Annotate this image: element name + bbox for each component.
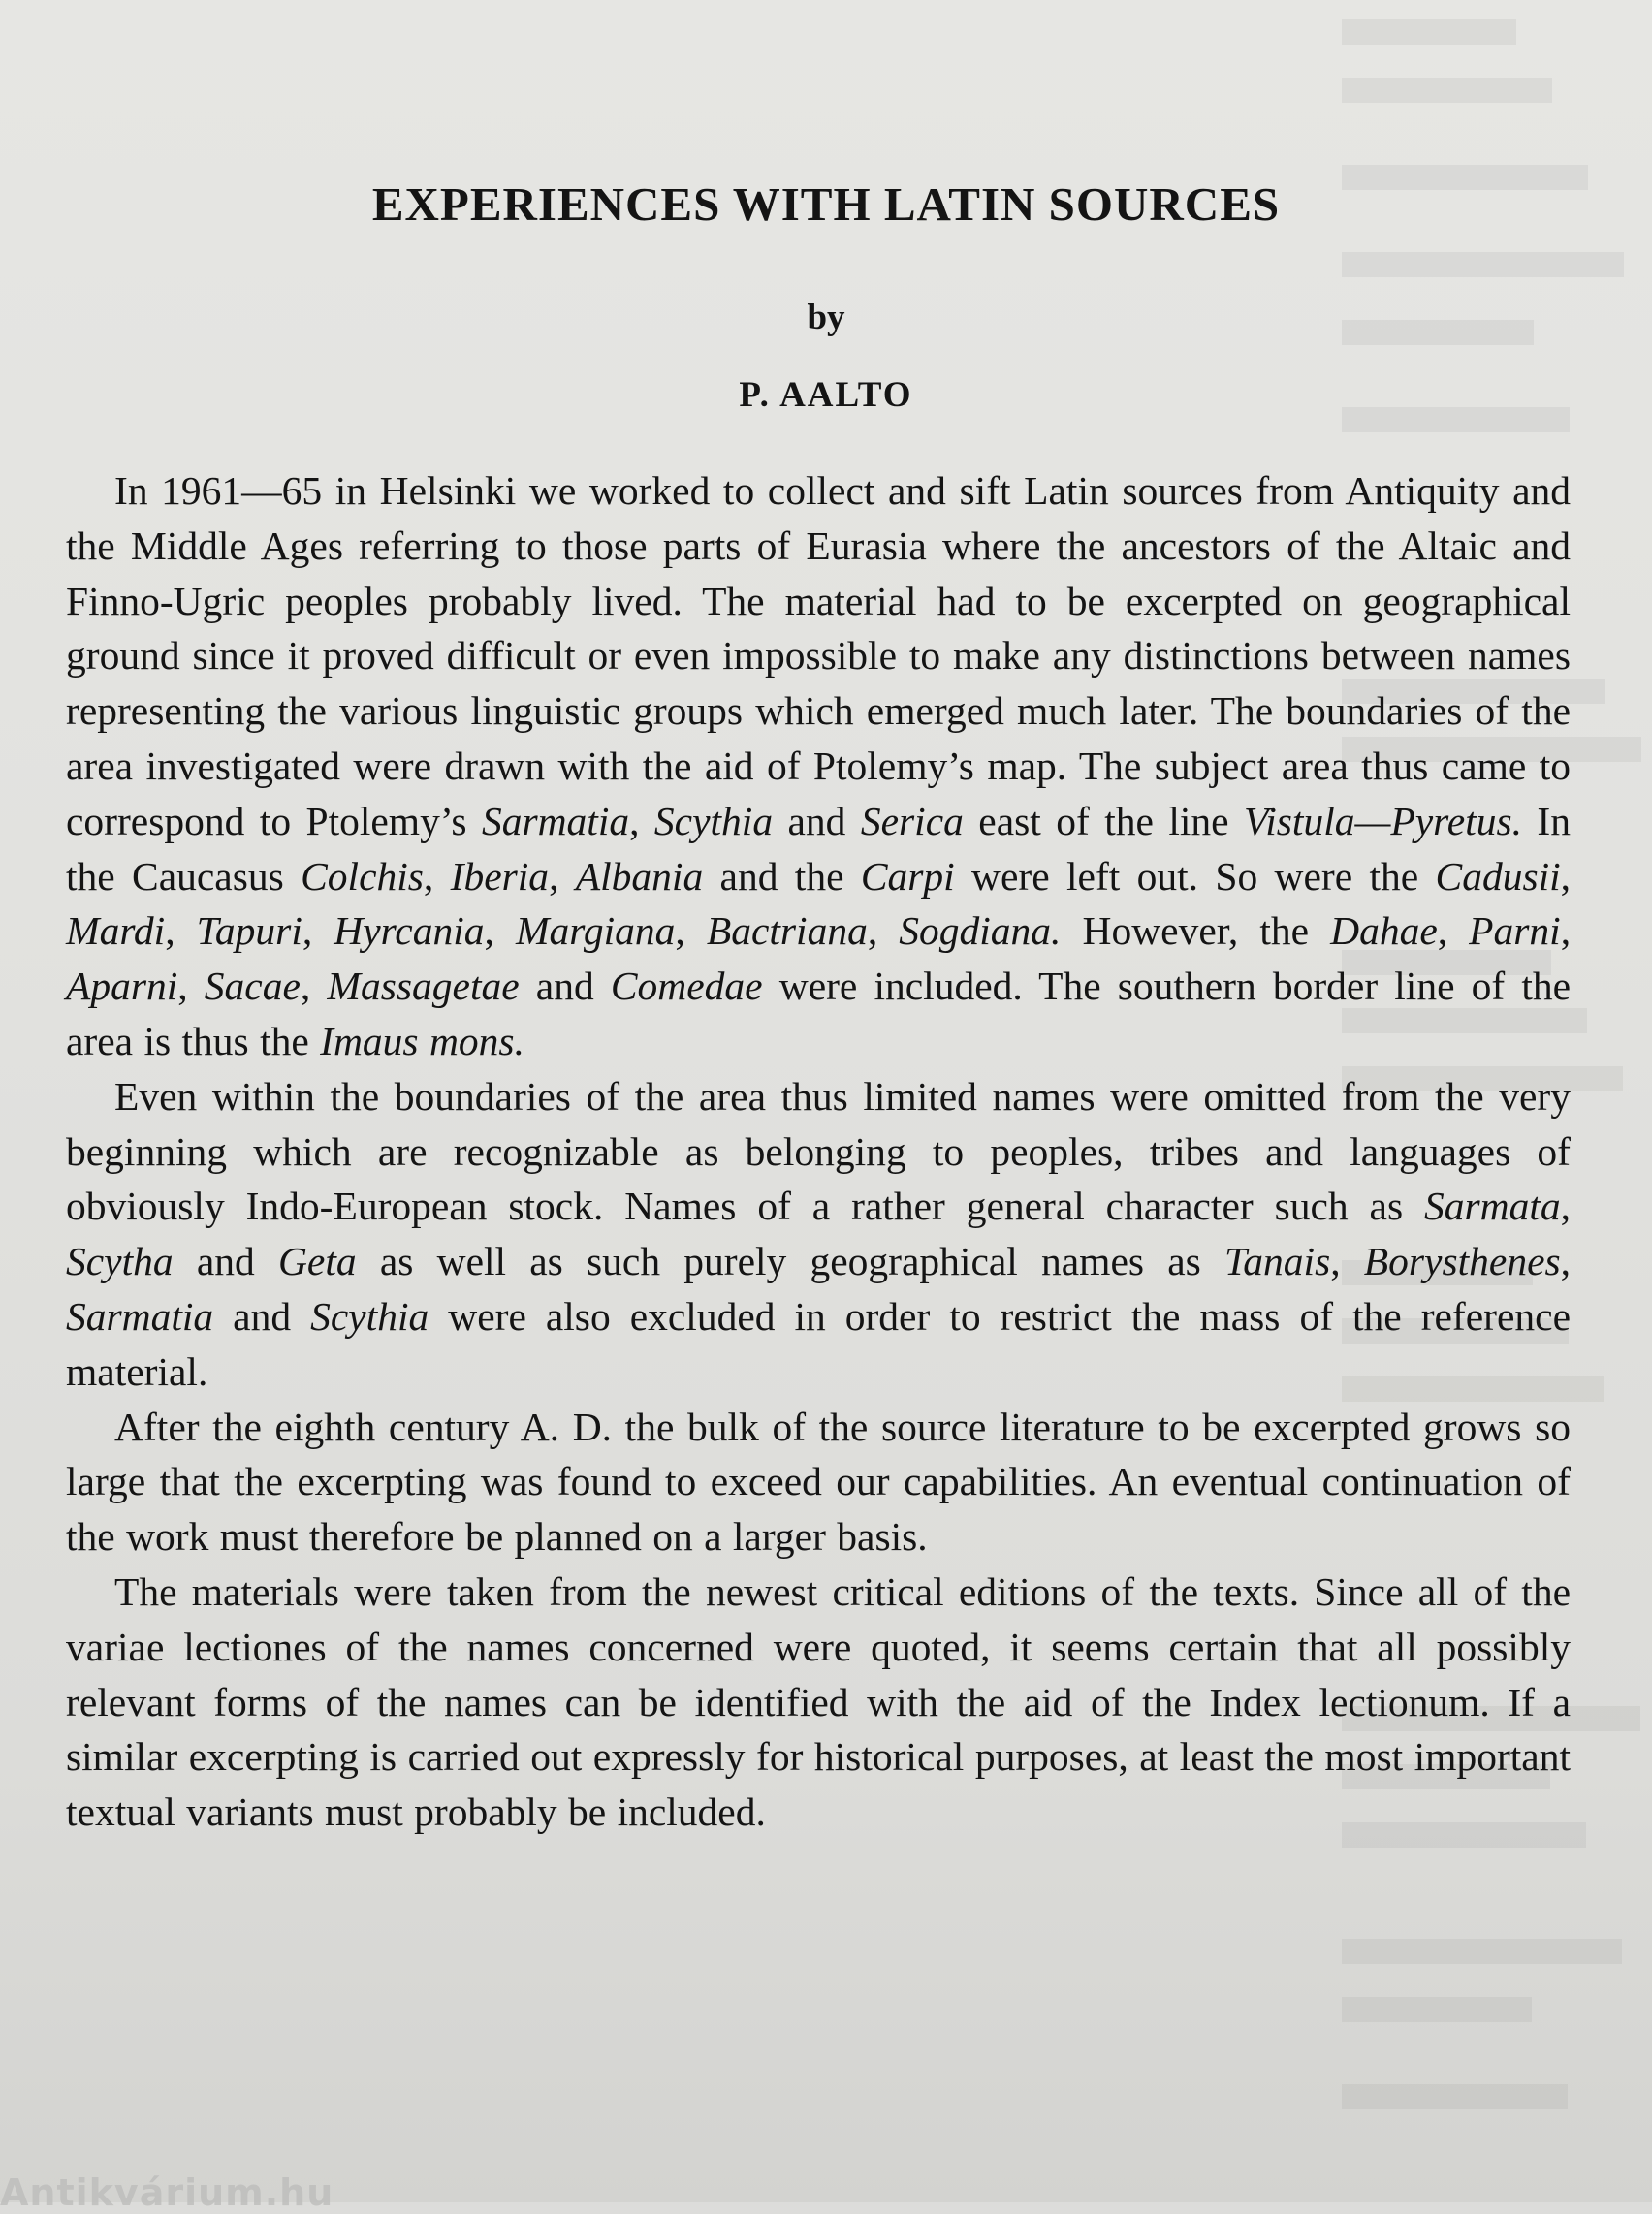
text-run: However, the [1061,908,1331,954]
italic-term: Margiana [515,908,676,954]
text-run: In the Caucasus [66,798,1571,899]
italic-term: Borysthenes [1363,1239,1561,1284]
text-run: and [773,798,861,843]
article-title: EXPERIENCES WITH LATIN SOURCES [371,177,1281,231]
italic-term: Dahae [1330,908,1438,954]
paragraph-3 [66,1400,1571,1565]
text-run: Even within the boundaries of the area thus limited names were omitted from the very beginning which are recognizable as belonging to peoples, tribes and languages of obviously Indo-European stock. Names of a rather general character such as [66,1073,1571,1229]
text-run: , [423,853,451,899]
italic-term: Tapuri [196,908,302,954]
italic-term: Sacae [204,964,301,1009]
italic-term: Hyrcania [334,908,485,954]
show-through-line [1342,1997,1532,2022]
italic-term: Tanais [1224,1239,1331,1284]
show-through-line [1342,252,1624,277]
italic-term: Parni [1469,908,1561,954]
italic-term: Massagetae [327,964,520,1009]
show-through-line [1342,2084,1568,2109]
paragraph-2 [66,1069,1571,1400]
text-run: , [302,908,334,954]
text-run: , [165,908,197,954]
italic-term: Scytha [66,1239,174,1284]
italic-term: Scythia [310,1293,429,1339]
italic-term: Comedae [610,964,763,1009]
text-run: , [1560,1184,1571,1229]
text-run: , [1560,853,1572,899]
italic-term: Serica [860,798,964,843]
text-run: and [173,1239,278,1284]
text-run: and [213,1293,311,1339]
text-run: , [549,853,576,899]
italic-term: Aparni [66,964,178,1009]
text-run: were also excluded in order to restrict the mass of the reference material. [66,1293,1571,1394]
italic-term: Albania [575,853,704,899]
text-run: , [675,908,707,954]
text-run: and [519,964,611,1009]
text-run: , [300,964,328,1009]
italic-term: Vistula—Pyretus. [1243,798,1522,843]
italic-term: Imaus mons. [320,1018,524,1063]
text-run: , [1330,1239,1364,1284]
italic-term: Mardi [66,908,166,954]
author-name: P. AALTO [739,375,913,415]
italic-term: Iberia [450,853,550,899]
show-through-line [1342,19,1516,45]
paragraph-4 [66,1565,1571,1840]
text-run: , [867,908,900,954]
text-run: were included. The southern border line of the area is thus the [66,964,1572,1063]
show-through-line [1342,78,1552,103]
byline: by [807,298,845,337]
text-run: and the [703,853,861,899]
article-body [66,463,1571,1840]
italic-term: Sarmatia [66,1293,214,1339]
italic-term: Cadusii [1435,853,1561,899]
text-run: , [177,964,205,1009]
text-run: as well as such purely geographical names as [356,1239,1225,1284]
text-run: were left out. So were the [954,853,1436,899]
show-through-line [1342,1939,1622,1964]
italic-term: Colchis [301,853,424,899]
text-run: In 1961—65 in Helsinki we worked to collect and sift Latin sources from Antiquity and the Middle Ages referring to those parts of Eurasia where the ancestors of the Altaic and Finno-Ugric peoples probably lived. The material had to be excerpted on geographical ground since it proved difficult or even impossible to make any distinctions between names representing the various linguistic groups which emerged much later. The boundaries of the area investigated were drawn with the aid of Ptolemy’s map. The subject area thus came to correspond to Ptolemy’s [66,468,1571,843]
watermark: Antikvárium.hu [0,2171,334,2214]
italic-term: Geta [277,1239,357,1284]
text-run: , [629,798,654,843]
italic-term: Sarmata [1423,1184,1561,1229]
italic-term: Scythia [653,798,774,843]
text-run: After the eighth century A. D. the bulk of the source literature to be excerpted grows so large that the excerpting was found to exceed our capabilities. An eventual continuation of the work must therefore be planned on a larger basis. [66,1404,1571,1560]
italic-term: Carpi [860,853,955,899]
italic-term: Sogdiana. [899,908,1062,954]
text-run: The materials were taken from the newest critical editions of the texts. Since all of the variae lectiones of the names concerned were quoted, it seems certain that all possibly relevant forms of the names can be identified with the aid of the Index lectionum. If a similar excerpting is carried out expressly for historical purposes, at least the most important textual variants must probably be included. [66,1568,1571,1835]
text-run: , [1437,908,1470,954]
italic-term: Sarmatia [481,798,630,843]
paragraph-1 [66,463,1571,1069]
text-run: , [1560,1239,1572,1284]
italic-term: Bactriana [706,908,868,954]
text-run: , [1560,908,1572,954]
text-run: east of the line [963,798,1244,843]
text-run: , [484,908,516,954]
